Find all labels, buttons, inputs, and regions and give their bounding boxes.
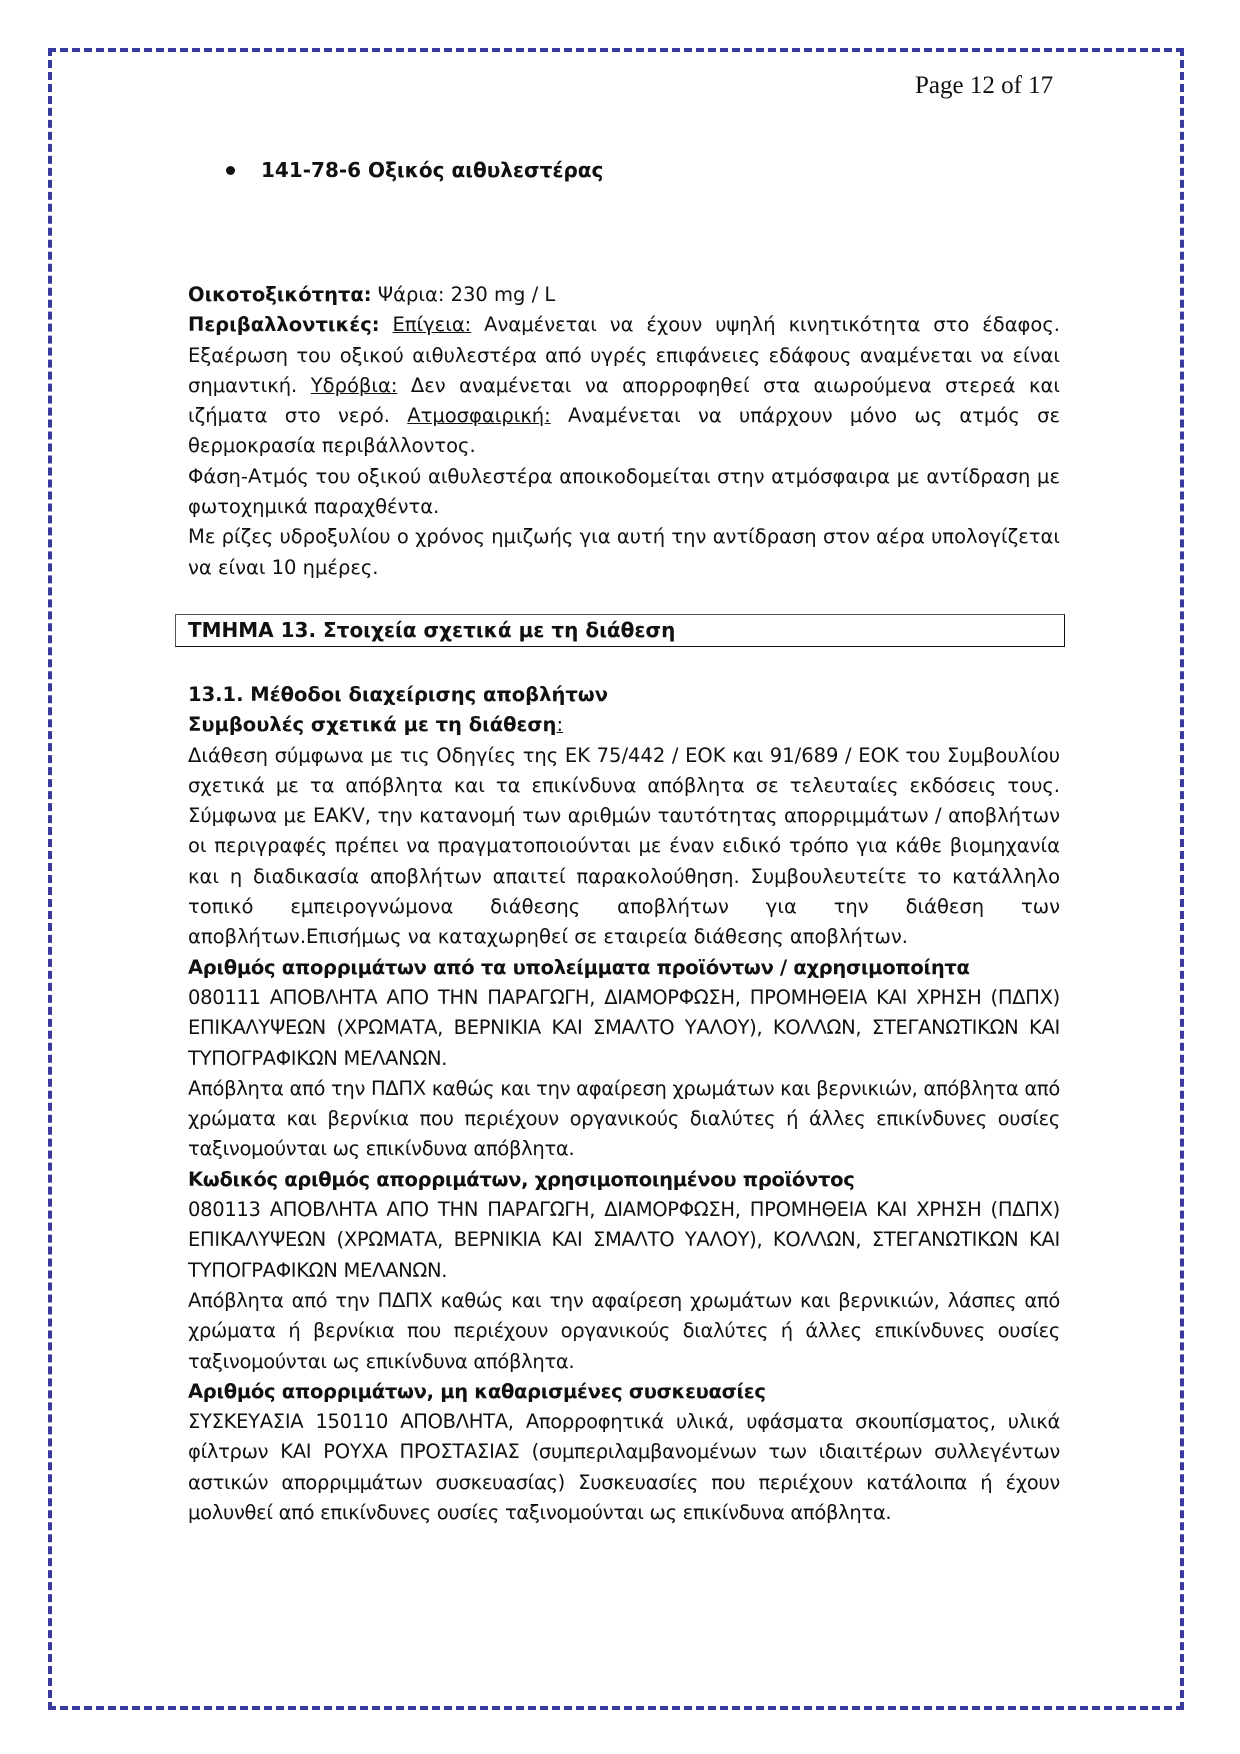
substance-heading (226, 158, 603, 182)
terrestrial-text: Αναμένεται να έχουν υψηλή κινητικότητα στο έδαφος. Εξαέρωση του οξικού αιθυλεστέρα από υγρές επιφάνειες εδάφους αναμένεται να είναι σημαντική. (188, 313, 1060, 397)
residues-heading: Αριθμός απορριμάτων από τα υπολείμματα προϊόντων / αχρησιμοποίητα (188, 955, 970, 979)
advice-label: Συμβουλές σχετικά με τη διάθεση (188, 713, 557, 737)
advice-text: Διάθεση σύμφωνα με τις Οδηγίες της ΕΚ 75/442 / ΕΟΚ και 91/689 / ΕΟΚ του Συμβουλίου σχετικά με τα απόβλητα και τα επικίνδυνα απόβλητα σε τελευταίες εκδόσεις τους. Σύμφωνα με EAKV, την κατανομή των αριθμών ταυτότητας απορριμμάτων / αποβλήτων οι περιγραφές πρέπει να πραγματοποιούνται με έναν ειδικό τρόπο για κάθε βιομηχανία και η διαδικασία αποβλήτων απαιτεί παρακολούθηση. Συμβουλευτείτε το κατάλληλο τοπικό εμπειρογνώμονα διάθεσης αποβλήτων για την διάθεση των αποβλήτων.Επισήμως να καταχωρηθεί σε εταιρεία διάθεσης αποβλήτων. (188, 743, 1060, 949)
substance-heading-text: 141-78-6 Οξικός αιθυλεστέρας (261, 158, 604, 182)
advice-heading (188, 710, 1060, 740)
hydroxyl-paragraph: Με ρίζες υδροξυλίου ο χρόνος ημιζωής για αυτή την αντίδραση στον αέρα υπολογίζεται να είναι 10 ημέρες. (188, 525, 1060, 579)
residues-description: Απόβλητα από την ΠΔΠΧ καθώς και την αφαίρεση χρωμάτων και βερνικιών, απόβλητα από χρώματα και βερνίκια που περιέχουν οργανικούς διαλύτες ή άλλες επικίνδυνες ουσίες ταξινομούνται ως επικίνδυνα απόβλητα. (188, 1076, 1060, 1161)
page-number: Page 12 of 17 (915, 72, 1054, 99)
aquatic-text: Δεν αναμένεται να απορροφηθεί στα αιωρούμενα στερεά και ιζήματα στο νερό. (188, 373, 1060, 428)
aquatic-label: Υδρόβια: (310, 373, 398, 397)
terrestrial-label: Επίγεια: (392, 313, 472, 337)
subsection-title: 13.1. Μέθοδοι διαχείρισης αποβλήτων (188, 683, 609, 706)
ecology-block (188, 280, 1060, 583)
environmental-paragraph (188, 310, 1060, 461)
section-13-header: ΤΜΗΜΑ 13. Στοιχεία σχετικά με τη διάθεση (175, 614, 1065, 647)
used-product-heading: Κωδικός αριθμός απορριμάτων, χρησιμοποιημένου προϊόντος (188, 1167, 855, 1191)
packaging-text: ΣΥΣΚΕΥΑΣΙΑ 150110 ΑΠΟΒΛΗΤΑ, Απορροφητικά υλικά, υφάσματα σκουπίσματος, υλικά φίλτρων ΚΑΙ ΡΟΥΧΑ ΠΡΟΣΤΑΣΙΑΣ (συμπεριλαμβανομένων των ιδιαιτέρων συλλεγέντων αστικών απορριμμάτων συσκευασίας) Συσκευασίες που περιέχουν κατάλοιπα ή έχουν μολυνθεί από επικίνδυνες ουσίες ταξινομούνται ως επικίνδυνα απόβλητα. (188, 1410, 1060, 1525)
atmospheric-label: Ατμοσφαιρική: (407, 404, 551, 428)
environmental-label: Περιβαλλοντικές: (188, 313, 380, 337)
residues-code-text: 080111 ΑΠΟΒΛΗΤΑ ΑΠΟ ΤΗΝ ΠΑΡΑΓΩΓΗ, ΔΙΑΜΟΡΦΩΣΗ, ΠΡΟΜΗΘΕΙΑ ΚΑΙ ΧΡΗΣΗ (ΠΔΠΧ) ΕΠΙΚΑΛΥΨΕΩΝ (ΧΡΩΜΑΤΑ, ΒΕΡΝΙΚΙΑ ΚΑΙ ΣΜΑΛΤΟ ΥΑΛΟΥ), ΚΟΛΛΩΝ, ΣΤΕΓΑΝΩΤΙΚΩΝ ΚΑΙ ΤΥΠΟΓΡΑΦΙΚΩΝ ΜΕΛΑΝΩΝ. (188, 985, 1060, 1070)
atmospheric-text: Αναμένεται να υπάρχουν μόνο ως ατμός σε θερμοκρασία περιβάλλοντος. (188, 404, 1060, 458)
ecotoxicity-value: Ψάρια: 230 mg / L (371, 283, 556, 306)
ecotoxicity-line (188, 280, 1060, 310)
vapor-phase-paragraph: Φάση-Ατμός του οξικού αιθυλεστέρα αποικοδομείται στην ατμόσφαιρα με αντίδραση με φωτοχημικά παραχθέντα. (188, 464, 1060, 519)
advice-colon: : (556, 713, 564, 737)
used-product-code-text: 080113 ΑΠΟΒΛΗΤΑ ΑΠΟ ΤΗΝ ΠΑΡΑΓΩΓΗ, ΔΙΑΜΟΡΦΩΣΗ, ΠΡΟΜΗΘΕΙΑ ΚΑΙ ΧΡΗΣΗ (ΠΔΠΧ) ΕΠΙΚΑΛΥΨΕΩΝ (ΧΡΩΜΑΤΑ, ΒΕΡΝΙΚΙΑ ΚΑΙ ΣΜΑΛΤΟ ΥΑΛΟΥ), ΚΟΛΛΩΝ, ΣΤΕΓΑΝΩΤΙΚΩΝ ΚΑΙ ΤΥΠΟΓΡΑΦΙΚΩΝ ΜΕΛΑΝΩΝ. (188, 1198, 1060, 1282)
section-13-body (188, 680, 1060, 1528)
bullet-icon (226, 166, 235, 175)
used-product-description: Απόβλητα από την ΠΔΠΧ καθώς και την αφαίρεση χρωμάτων και βερνικιών, λάσπες από χρώματα ή βερνίκια που περιέχουν οργανικούς διαλύτες ή άλλες επικίνδυνες ουσίες ταξινομούνται ως επικίνδυνα απόβλητα. (188, 1288, 1060, 1373)
packaging-heading: Αριθμός απορριμάτων, μη καθαρισμένες συσκευασίες (188, 1379, 766, 1403)
ecotoxicity-label: Οικοτοξικότητα: (188, 283, 372, 306)
